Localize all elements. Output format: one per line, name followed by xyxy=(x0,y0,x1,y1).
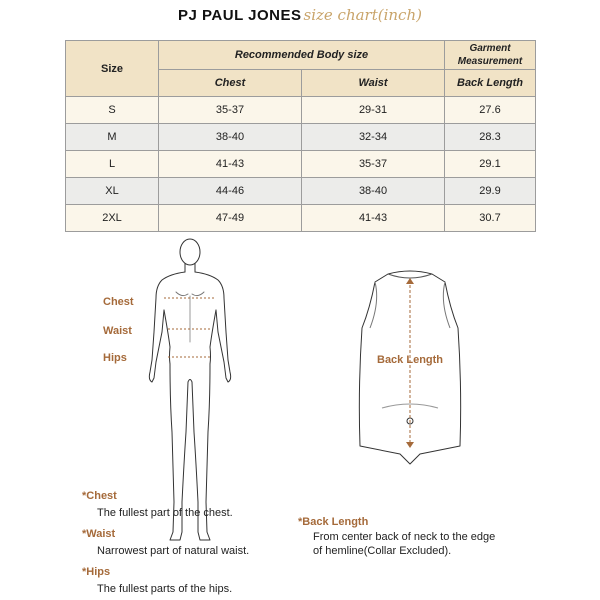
hips-definition xyxy=(82,566,232,595)
hips-figure-label: Hips xyxy=(103,352,127,364)
page-title xyxy=(0,6,600,25)
waist-cell: 29-31 xyxy=(302,97,445,124)
star-marker: * xyxy=(82,566,87,578)
waist-definition-text: Narrowest part of natural waist. xyxy=(97,545,250,557)
back-length-cell: 27.6 xyxy=(445,97,536,124)
size-table xyxy=(65,40,536,232)
size-cell: S xyxy=(66,97,159,124)
chest-definition-text: The fullest part of the chest. xyxy=(97,507,233,519)
garment-measurement-header: Garment Measurement xyxy=(445,41,536,70)
vest-back-illustration xyxy=(350,268,470,468)
waist-cell: 38-40 xyxy=(302,178,445,205)
recommended-body-size-header: Recommended Body size xyxy=(159,41,445,70)
star-marker: * xyxy=(298,516,303,528)
back-length-cell: 30.7 xyxy=(445,205,536,232)
body-figure-illustration xyxy=(140,232,240,572)
waist-figure-label: Waist xyxy=(103,325,132,337)
hips-definition-term: Hips xyxy=(86,566,111,578)
table-row xyxy=(66,124,536,151)
chest-figure-label: Chest xyxy=(103,296,134,308)
table-row xyxy=(66,97,536,124)
back-length-definition-text-line1: From center back of neck to the edge xyxy=(313,531,496,543)
size-cell: XL xyxy=(66,178,159,205)
back-length-definition-text-line2: of hemline(Collar Excluded). xyxy=(313,545,452,557)
size-cell: L xyxy=(66,151,159,178)
chest-definition-term: Chest xyxy=(86,490,117,502)
chest-cell: 44-46 xyxy=(159,178,302,205)
chest-cell: 38-40 xyxy=(159,124,302,151)
back-length-cell: 29.9 xyxy=(445,178,536,205)
chest-definition xyxy=(82,490,233,519)
table-row xyxy=(66,205,536,232)
waist-column-header: Waist xyxy=(302,70,445,97)
table-row xyxy=(66,151,536,178)
back-length-figure-label: Back Length xyxy=(377,354,444,366)
size-column-header: Size xyxy=(66,41,159,97)
waist-definition-term: Waist xyxy=(86,528,116,540)
chest-cell: 35-37 xyxy=(159,97,302,124)
waist-definition xyxy=(82,528,249,557)
chest-cell: 41-43 xyxy=(159,151,302,178)
back-length-column-header: Back Length xyxy=(445,70,536,97)
waist-cell: 35-37 xyxy=(302,151,445,178)
size-cell: 2XL xyxy=(66,205,159,232)
star-marker: * xyxy=(82,490,87,502)
chart-subtitle: size chart(inch) xyxy=(303,6,422,24)
star-marker: * xyxy=(82,528,87,540)
waist-cell: 41-43 xyxy=(302,205,445,232)
brand-name: PJ PAUL JONES xyxy=(178,7,302,24)
table-row xyxy=(66,178,536,205)
chest-cell: 47-49 xyxy=(159,205,302,232)
back-length-cell: 29.1 xyxy=(445,151,536,178)
hips-definition-text: The fullest parts of the hips. xyxy=(97,583,233,595)
size-cell: M xyxy=(66,124,159,151)
back-length-definition-term: Back Length xyxy=(302,516,369,528)
back-length-cell: 28.3 xyxy=(445,124,536,151)
waist-cell: 32-34 xyxy=(302,124,445,151)
chest-column-header: Chest xyxy=(159,70,302,97)
back-length-definition xyxy=(298,516,495,557)
